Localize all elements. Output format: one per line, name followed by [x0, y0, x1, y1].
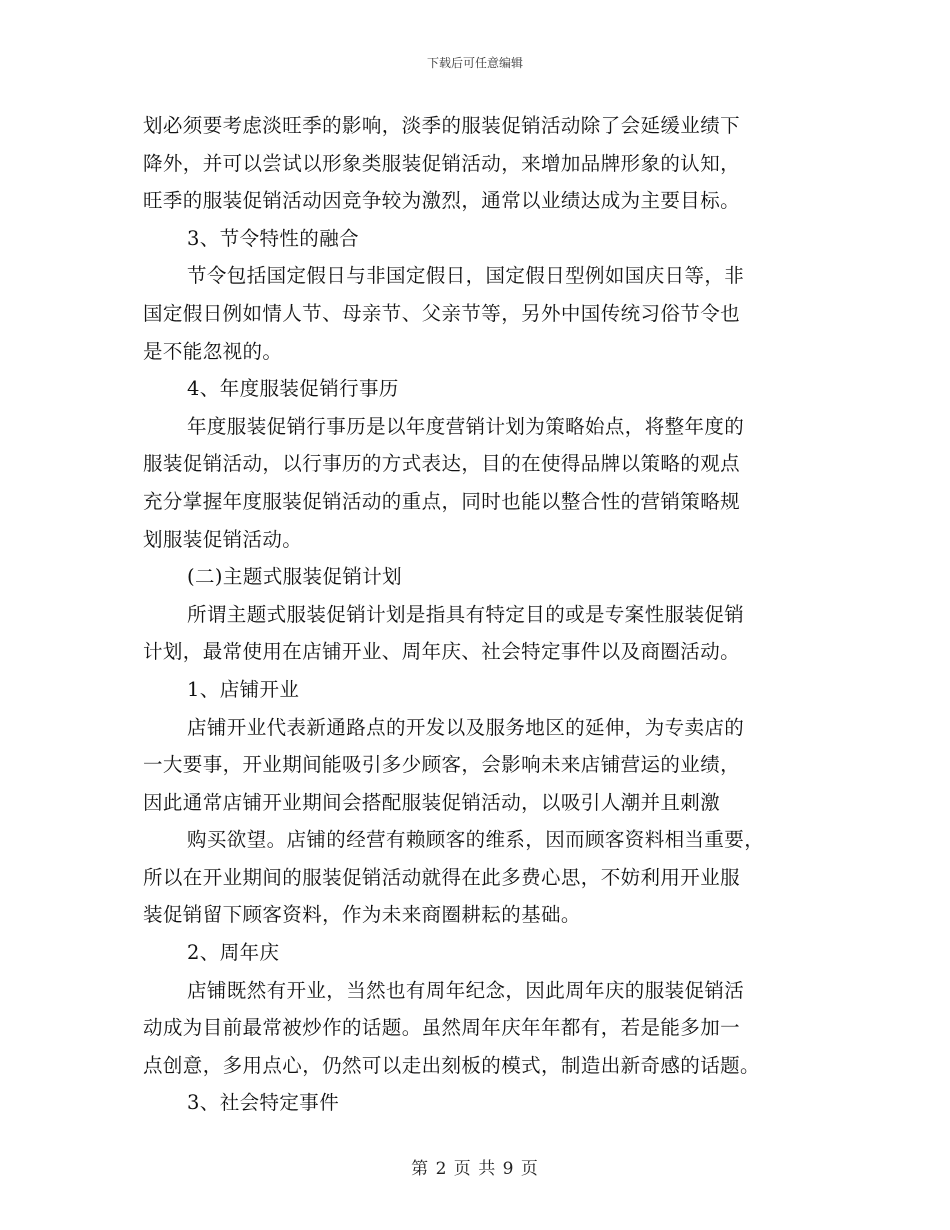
text-line: 服装促销活动，以行事历的方式表达，目的在使得品牌以策略的观点 [143, 452, 741, 476]
text-line: 计划，最常使用在店铺开业、周年庆、社会特定事件以及商圈活动。 [143, 640, 741, 664]
text-line: 一大要事，开业期间能吸引多少顾客，会影响未来店铺营运的业绩， [143, 753, 741, 777]
text-line: 国定假日例如情人节、母亲节、父亲节等，另外中国传统习俗节令也 [143, 301, 741, 325]
text-line: 节令包括国定假日与非国定假日，国定假日型例如国庆日等，非 [187, 264, 745, 288]
text-line: 因此通常店铺开业期间会搭配服装促销活动，以吸引人潮并且刺激 [143, 790, 721, 814]
text-line: 充分掌握年度服装促销活动的重点，同时也能以整合性的营销策略规 [143, 489, 741, 513]
text-line: 动成为目前最常被炒作的话题。虽然周年庆年年都有，若是能多加一 [143, 1016, 741, 1040]
text-line: 4、年度服装促销行事历 [187, 377, 399, 401]
text-line: 店铺既然有开业，当然也有周年纪念，因此周年庆的服装促销活 [187, 978, 745, 1002]
text-line: 2、周年庆 [187, 941, 280, 965]
text-line: (二)主题式服装促销计划 [187, 565, 403, 589]
text-line: 所以在开业期间的服装促销活动就得在此多费心思，不妨利用开业服 [143, 865, 741, 889]
page-header: 下载后可任意编辑 [426, 56, 523, 70]
text-line: 1、店铺开业 [187, 677, 300, 701]
text-line: 点创意，多用点心，仍然可以走出刻板的模式，制造出新奇感的话题。 [143, 1053, 760, 1077]
text-line: 店铺开业代表新通路点的开发以及服务地区的延伸，为专卖店的 [187, 715, 745, 739]
text-line: 划必须要考虑淡旺季的影响，淡季的服装促销活动除了会延缓业绩下 [143, 114, 741, 137]
text-line: 年度服装促销行事历是以年度营销计划为策略始点，将整年度的 [187, 414, 745, 438]
text-line: 装促销留下顾客资料，作为未来商圈耕耘的基础。 [143, 903, 581, 927]
text-line: 旺季的服装促销活动因竞争较为激烈，通常以业绩达成为主要目标。 [143, 189, 741, 213]
document-body [143, 107, 813, 1122]
page-footer: 第 2 页 共 9 页 [411, 1159, 539, 1179]
text-line: 降外，并可以尝试以形象类服装促销活动，来增加品牌形象的认知， [143, 151, 741, 175]
text-line: 3、社会特定事件 [187, 1091, 340, 1115]
text-line: 购买欲望。店铺的经营有赖顾客的维系，因而顾客资料相当重要， [187, 828, 765, 852]
text-line: 划服装促销活动。 [143, 527, 303, 551]
text-line: 是不能忽视的。 [143, 339, 283, 363]
text-line: 3、节令特性的融合 [187, 226, 360, 250]
text-line: 所谓主题式服装促销计划是指具有特定目的或是专案性服装促销 [187, 602, 745, 626]
